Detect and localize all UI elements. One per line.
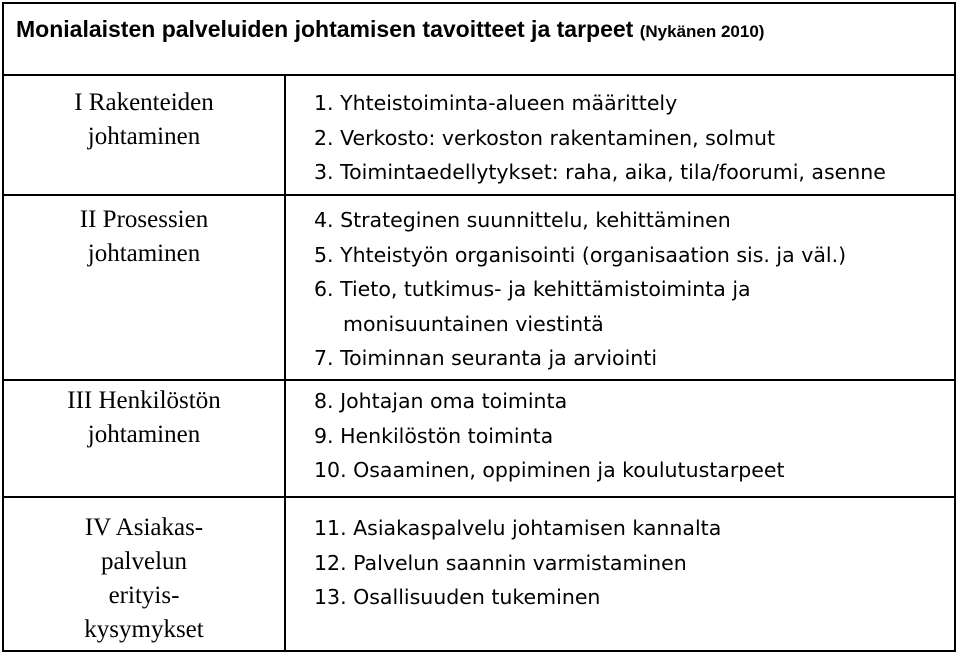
category-personnel xyxy=(4,384,284,452)
list-item: 9. Henkilöstön toiminta xyxy=(314,423,554,448)
category-label: II Prosessien xyxy=(79,206,209,233)
list-item: 12. Palvelun saannin varmistaminen xyxy=(314,550,687,575)
list-item: 11. Asiakaspalvelu johtamisen kannalta xyxy=(314,516,722,540)
table-title xyxy=(16,16,764,43)
items-customer-service xyxy=(314,511,946,615)
category-structures xyxy=(4,86,284,154)
category-processes xyxy=(4,203,284,271)
list-item: 2. Verkosto: verkoston rakentaminen, solmut xyxy=(314,125,776,150)
category-label: IV Asiakas- xyxy=(84,514,204,541)
category-label: johtaminen xyxy=(87,123,201,150)
title-row xyxy=(4,4,954,76)
category-label: kysymykset xyxy=(84,616,204,643)
title-source-note: (Nykänen 2010) xyxy=(639,22,765,41)
list-item: 13. Osallisuuden tukeminen xyxy=(314,585,601,609)
items-personnel xyxy=(314,384,946,488)
row-divider xyxy=(4,194,954,196)
list-item: 7. Toiminnan seuranta ja arviointi xyxy=(314,346,658,370)
items-processes xyxy=(314,203,946,376)
list-item: 6. Tieto, tutkimus- ja kehittämistoiminta ja xyxy=(314,277,751,301)
list-item: 10. Osaaminen, oppiminen ja koulutustarpeet xyxy=(314,458,785,482)
row-divider xyxy=(4,496,954,498)
category-label: johtaminen xyxy=(87,421,201,448)
list-item: 3. Toimintaedellytykset: raha, aika, tila/foorumi, asenne xyxy=(314,160,886,184)
row-divider xyxy=(4,379,954,381)
title-main: Monialaisten palveluiden johtamisen tavoitteet ja tarpeet xyxy=(16,16,634,42)
category-label: I Rakenteiden xyxy=(74,89,214,116)
category-label: johtaminen xyxy=(87,240,201,267)
list-item: 5. Yhteistyön organisointi (organisaation sis. ja väl.) xyxy=(314,242,847,267)
column-divider xyxy=(284,74,286,650)
category-customer-service xyxy=(4,511,284,647)
category-label: erityis- xyxy=(108,582,180,609)
list-item: 8. Johtajan oma toiminta xyxy=(314,389,568,413)
list-item-continuation: monisuuntainen viestintä xyxy=(343,311,604,336)
items-structures xyxy=(314,86,946,190)
list-item: 1. Yhteistoiminta-alueen määrittely xyxy=(314,91,678,115)
list-item: 4. Strateginen suunnittelu, kehittäminen xyxy=(314,208,731,232)
category-label: palvelun xyxy=(100,548,188,575)
goals-table xyxy=(2,2,956,652)
category-label: III Henkilöstön xyxy=(67,387,221,414)
